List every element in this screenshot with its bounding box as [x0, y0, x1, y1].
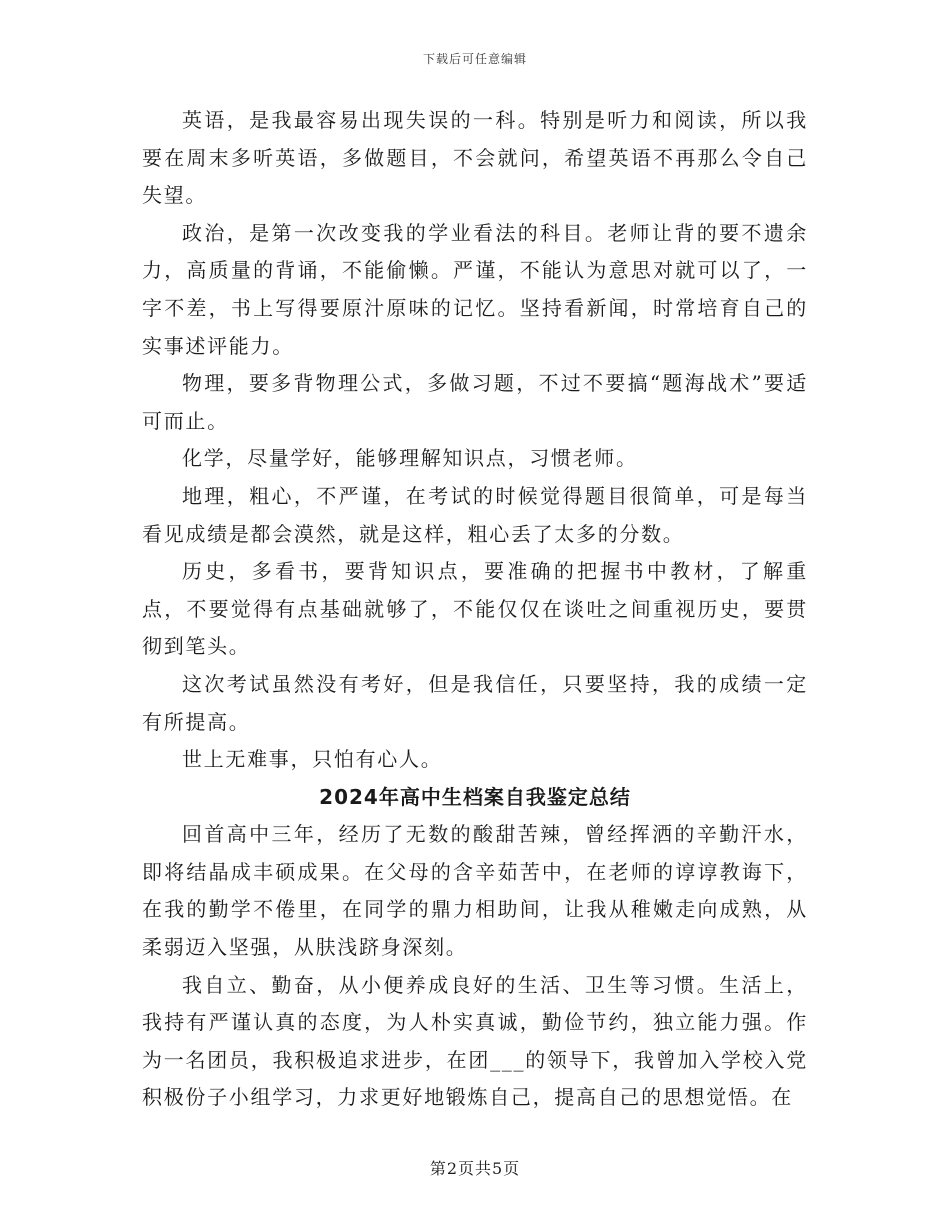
paragraph-geography: 地理，粗心，不严谨，在考试的时候觉得题目很简单，可是每当看见成绩是都会漠然，就是这样，粗心丢了太多的分数。: [142, 483, 808, 546]
paragraph-history: 历史，多看书，要背知识点，要准确的把握书中教材，了解重点，不要觉得有点基础就够了，不能仅仅在谈吐之间重视历史，要贯彻到笔头。: [142, 559, 808, 659]
paragraph-motto: 世上无难事，只怕有心人。: [182, 747, 443, 772]
paragraph-chemistry: 化学，尽量学好，能够理解知识点，习惯老师。: [182, 446, 638, 471]
paragraph-conclusion: 这次考试虽然没有考好，但是我信任，只要坚持，我的成绩一定有所提高。: [142, 671, 808, 734]
paragraph-physics: 物理，要多背物理公式，多做习题，不过不要搞“题海战术”要适可而止。: [142, 371, 808, 433]
section-title: 2024年高中生档案自我鉴定总结: [319, 784, 631, 809]
paragraph-review: 回首高中三年，经历了无数的酸甜苦辣，曾经挥洒的辛勤汗水，即将结晶成丰硕成果。在父母的含辛茹苦中，在老师的谆谆教诲下，在我的勤学不倦里，在同学的鼎力相助间，让我从稚嫩走向成熟，从柔弱迈入坚强，从肤浅跻身深刻。: [142, 822, 808, 960]
paragraph-english: 英语，是我最容易出现失误的一科。特别是听力和阅读，所以我要在周末多听英语，多做题目，不会就问，希望英语不再那么令自己失望。: [142, 108, 808, 208]
paragraph-self-assessment: 我自立、勤奋，从小便养成良好的生活、卫生等习惯。生活上，我持有严谨认真的态度，为人朴实真诚，勤俭节约，独立能力强。作为一名团员，我积极追求进步，在团___的领导下，我曾加入学校入党积极份子小组学习，力求更好地锻炼自己，提高自己的思想觉悟。在: [142, 972, 808, 1110]
page-number: 第2页共5页: [429, 1159, 521, 1178]
paragraph-politics: 政治，是第一次改变我的学业看法的科目。老师让背的要不遗余力，高质量的背诵，不能偷懒。严谨，不能认为意思对就可以了，一字不差，书上写得要原汁原味的记忆。坚持看新闻，时常培育自己的实事述评能力。: [142, 220, 808, 358]
document-body: [142, 102, 808, 1117]
page-header: 下载后可任意编辑: [422, 52, 527, 66]
